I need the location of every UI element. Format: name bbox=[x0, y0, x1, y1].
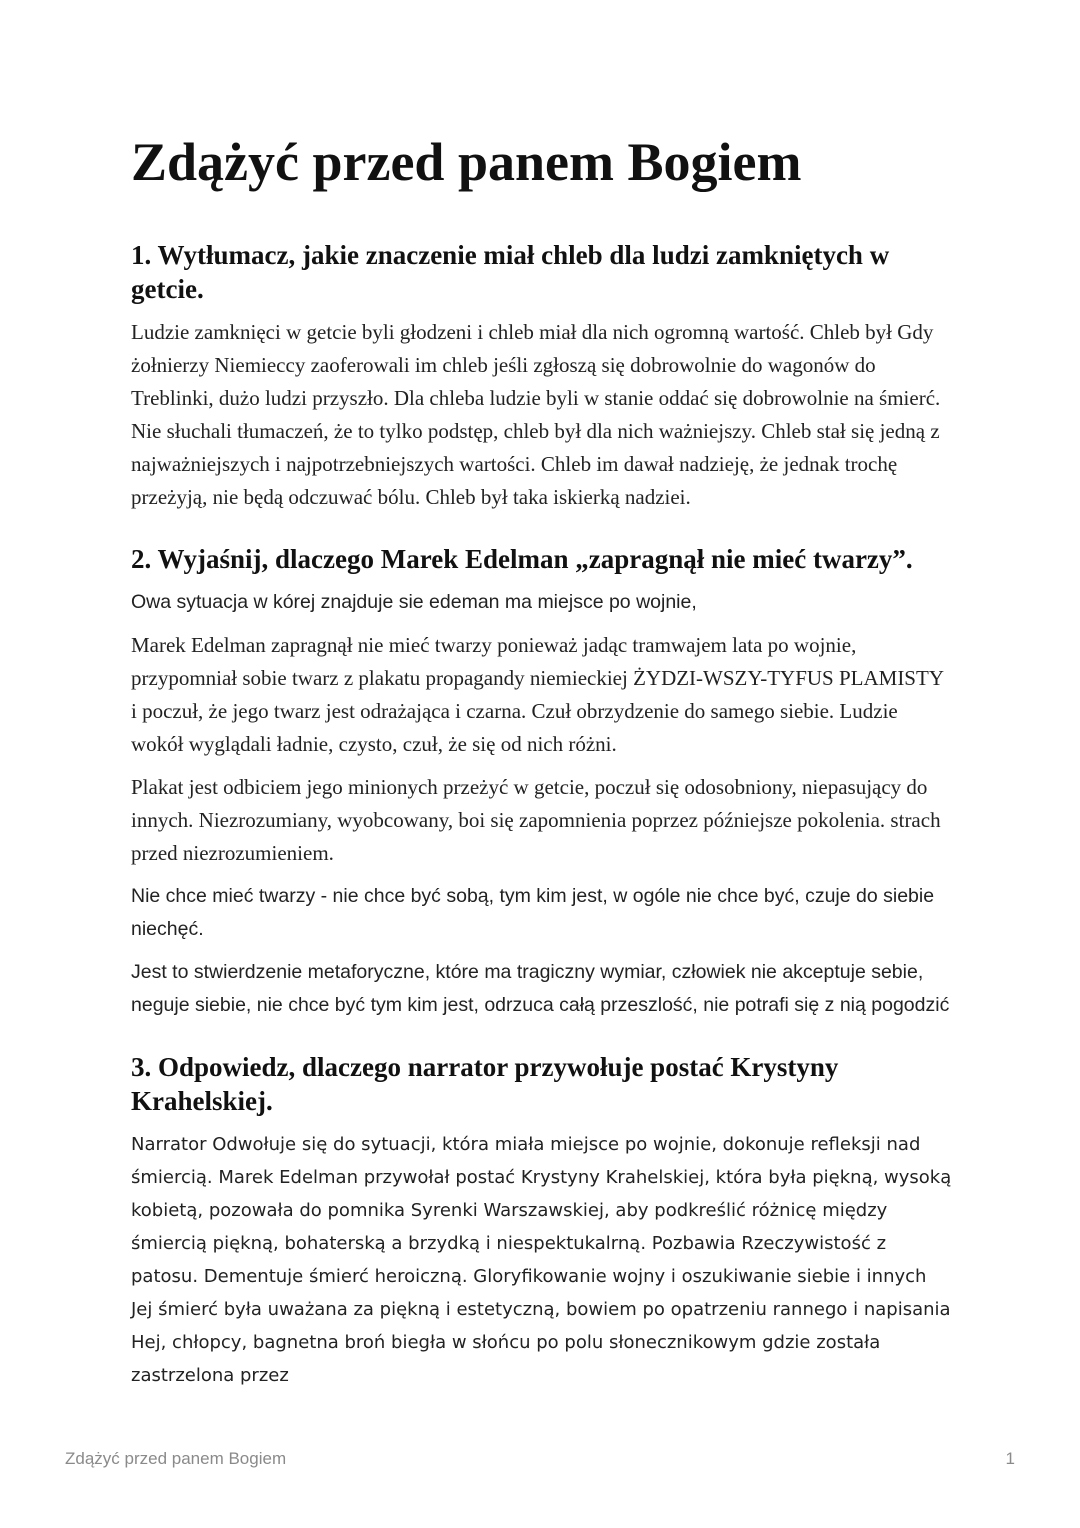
paragraph: Narrator Odwołuje się do sytuacji, która miała miejsce po wojnie, dokonuje refleksji nad śmiercią. Marek Edelman przywołał postać Krystyny Krahelskiej, która była piękną, wysoką kobietą, pozowała do pomnika Syrenki Warszawskiej, aby podkreślić różnicę między śmiercią piękną, bohaterską a brzydką i niespektukalrną. Pozbawia Rzeczywistość z patosu. Dementuje śmierć heroiczną. Gloryfikowanie wojny i oszukiwanie siebie i innych Jej śmierć była uważana za piękną i estetyczną, bowiem po opatrzeniu rannego i napisania Hej, chłopcy, bagnetna broń biegła w słońcu po polu słonecznikowym gdzie została zastrzelona przez bbox=[131, 1134, 952, 1386]
page-number: 1 bbox=[1005, 1449, 1015, 1468]
paragraph: Plakat jest odbiciem jego minionych przeżyć w getcie, poczuł się odosobniony, niepasujący do innych. Niezrozumiany, wyobcowany, boi się zapomnienia poprzez późniejsze pokolenia. strach przed niezrozumieniem. bbox=[131, 775, 941, 865]
document-page bbox=[131, 130, 953, 1420]
section-2 bbox=[131, 542, 953, 1022]
document-title: Zdążyć przed panem Bogiem bbox=[131, 132, 802, 192]
section-heading: 2. Wyjaśnij, dlaczego Marek Edelman „zapragnął nie mieć twarzy”. bbox=[131, 544, 913, 574]
section-3 bbox=[131, 1050, 953, 1392]
section-heading: 3. Odpowiedz, dlaczego narrator przywołuje postać Krystyny Krahelskiej. bbox=[131, 1052, 839, 1116]
paragraph: Owa sytuacja w kórej znajduje sie edeman ma miejsce po wojnie, bbox=[131, 591, 697, 613]
paragraph: Nie chce mieć twarzy - nie chce być sobą, tym kim jest, w ogóle nie chce być, czuje do siebie niechęć. bbox=[131, 885, 935, 940]
paragraph: Jest to stwierdzenie metaforyczne, które ma tragiczny wymiar, człowiek nie akceptuje sebie, neguje siebie, nie chce być tym kim jest, odrzuca całą przeszlość, nie potrafi się z nią pogodzić bbox=[131, 961, 950, 1016]
section-1 bbox=[131, 238, 953, 514]
section-heading: 1. Wytłumacz, jakie znaczenie miał chleb dla ludzi zamkniętych w getcie. bbox=[131, 240, 890, 304]
page-footer bbox=[65, 1449, 1015, 1473]
paragraph: Marek Edelman zapragnął nie mieć twarzy ponieważ jadąc tramwajem lata po wojnie, przypomniał sobie twarz z plakatu propagandy niemieckiej ŻYDZI-WSZY-TYFUS PLAMISTY i poczuł, że jego twarz jest odrażająca i czarna. Czuł obrzydzenie do samego siebie. Ludzie wokół wyglądali ładnie, czysto, czuł, że się od nich różni. bbox=[131, 633, 944, 756]
paragraph: Ludzie zamknięci w getcie byli głodzeni i chleb miał dla nich ogromną wartość. Chleb był Gdy żołnierzy Niemieccy zaoferowali im chleb jeśli zgłoszą się dobrowolnie do wagonów do Treblinki, dużo ludzi przyszło. Dla chleba ludzie byli w stanie oddać się dobrowolnie na śmierć. Nie słuchali tłumaczeń, że to tylko podstęp, chleb był dla nich ważniejszy. Chleb stał się jedną z najważniejszych i najpotrzebniejszych wartości. Chleb im dawał nadzieję, że jednak trochę przeżyją, nie będą odczuwać bólu. Chleb był taka iskierką nadziei. bbox=[131, 320, 941, 509]
footer-title: Zdążyć przed panem Bogiem bbox=[65, 1449, 287, 1468]
